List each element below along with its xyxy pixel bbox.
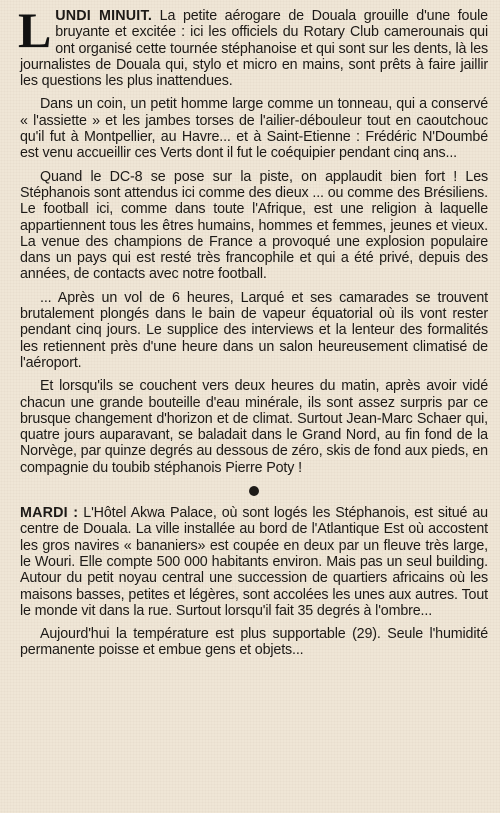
intro-text: La petite aérogare de Douala grouille d'une foule bruyante et excitée : ici les officiels du Rotary Club camerounais qui ont organisé cette tournée stéphanoise et qui sont sur les dents, là les journalistes de Douala qui, stylo et micro en mains, sont prêts à faire jaillir les questions les plus inattendues. [20,8,488,90]
body-paragraph: Aujourd'hui la température est plus supportable (29). Seule l'humidité permanente poisse et embue gens et objets... [20,626,488,659]
body-paragraph: ... Après un vol de 6 heures, Larqué et ses camarades se trouvent brutalement plongés dans le bain de vapeur équatorial où ils vont rester pendant cinq jours. Le supplice des interviews et la lenteur des formalités les retiennent près d'une heure dans un salon heureusement climatisé de l'aéroport. [20,289,488,371]
section-separator [20,483,488,495]
section-two-paragraph [20,505,488,619]
drop-cap-letter: L [18,2,52,58]
intro-paragraph [18,2,488,90]
section-lead-lundi: UNDI MINUIT. [55,8,152,24]
body-paragraph: Et lorsqu'ils se couchent vers deux heures du matin, après avoir vidé chacun une grande bouteille d'eau minérale, ils sont assez surpris par ce brusque changement d'horizon et de climat. Surtout Jean-Marc Schaer qui, quatre jours auparavant, se baladait dans le Grand Nord, au fin fond de la Norvège, par quinze degrés au dessous de zéro, skis de fond aux pieds, en compagnie du toubib stéphanois Pierre Poty ! [20,378,488,476]
section-lead-mardi: MARDI : [20,505,79,522]
body-paragraph: Quand le DC-8 se pose sur la piste, on applaudit bien fort ! Les Stéphanois sont attendus ici comme des dieux ... ou comme des Brésiliens. Le football ici, comme dans toute l'Afrique, est une religion à laquelle appartiennent tous les êtres humains, hommes et femmes, jeunes et vieux. La venue des champions de France a provoqué une explosion populaire dans un pays qui est resté très francophile et qui a été privé, depuis des années, de contacts avec notre football. [20,168,488,283]
body-paragraph: Dans un coin, un petit homme large comme un tonneau, qui a conservé « l'assiette » et les jambes torses de l'ailier-débouleur tout en caoutchouc qu'il fut à Montpellier, au Havre... et à Saint-Etienne : Frédéric N'Doumbé est venu accueillir ces Verts dont il fut le coéquipier pendant cinq ans... [20,96,488,162]
section-two-text: L'Hôtel Akwa Palace, où sont logés les Stéphanois, est situé au centre de Douala. La ville installée au bord de l'Atlantique Est où accostent les gros navires « bananiers» est coupée en deux par un fleuve très large, le Wouri. Elle compte 500 000 habitants environ. Mais pas un seul building. Autour du petit noyau central une succession de quartiers africains où les maisons basses, petites et légères, sont accolées les unes aux autres. Tout le monde vit dans la rue. Surtout lorsqu'il fait 35 degrés à l'ombre... [20,505,488,619]
bullet-dot-icon [249,486,259,496]
